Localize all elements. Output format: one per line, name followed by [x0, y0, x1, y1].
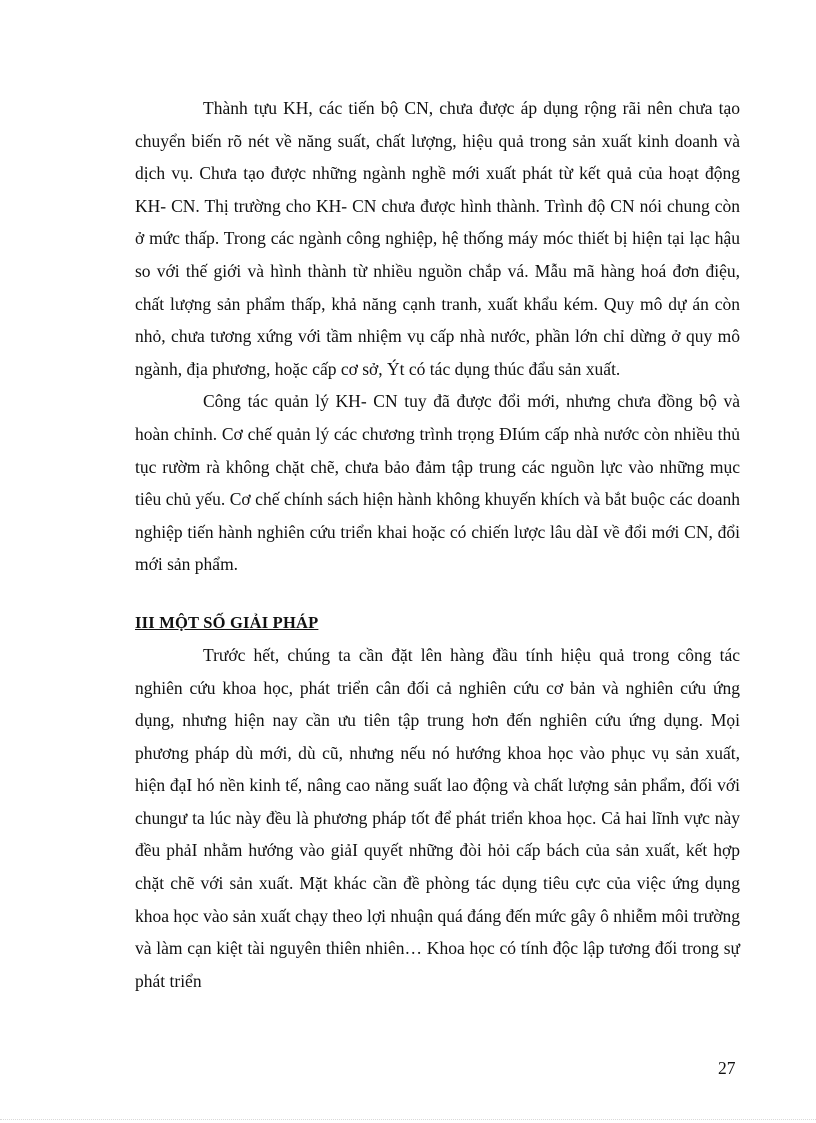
document-body	[135, 92, 740, 997]
page-bottom-divider	[0, 1119, 816, 1120]
paragraph-management: Công tác quản lý KH- CN tuy đã được đổi mới, nhưng chưa đồng bộ và hoàn chỉnh. Cơ chế quản lý các chương trình trọng ĐIúm cấp nhà nước còn nhiều thủ tục rườm rà không chặt chẽ, chưa bảo đảm tập trung các nguồn lực vào những mục tiêu chủ yếu. Cơ chế chính sách hiện hành không khuyến khích và bắt buộc các doanh nghiệp tiến hành nghiên cứu triển khai hoặc có chiến lược lâu dàI về đổi mới CN, đổi mới sản phẩm.	[135, 391, 740, 575]
page-number: 27	[718, 1058, 736, 1078]
section-heading-solutions: III MỘT SỐ GIẢI PHÁP	[135, 612, 319, 632]
paragraph-solutions: Trước hết, chúng ta cần đặt lên hàng đầu tính hiệu quả trong công tác nghiên cứu khoa học, phát triển cân đối cả nghiên cứu cơ bản và nghiên cứu ứng dụng, nhưng hiện nay cần ưu tiên tập trung hơn đến nghiên cứu ứng dụng. Mọi phương pháp dù mới, dù cũ, nhưng nếu nó hướng khoa học vào phục vụ sản xuất, hiện đạI hó nền kinh tế, nâng cao năng suất lao động và chất lượng sản phẩm, đối với chungư ta lúc này đều là phương pháp tốt để phát triển khoa học. Cả hai lĩnh vực này đều phảI nhằm hướng vào giảI quyết những đòi hỏi cấp bách của sản xuất, kết hợp chặt chẽ với sản xuất. Mặt khác cần đề phòng tác dụng tiêu cực của việc ứng dụng khoa học vào sản xuất chạy theo lợi nhuận quá đáng đến mức gây ô nhiễm môi trường và làm cạn kiệt tài nguyên thiên nhiên… Khoa học có tính độc lập tương đối trong sự phát triển	[135, 644, 740, 991]
paragraph-technology-achievements: Thành tựu KH, các tiến bộ CN, chưa được áp dụng rộng rãi nên chưa tạo chuyển biến rõ nét về năng suất, chất lượng, hiệu quả trong sản xuất kinh doanh và dịch vụ. Chưa tạo được những ngành nghề mới xuất phát từ kết quả của hoạt động KH- CN. Thị trường cho KH- CN chưa được hình thành. Trình độ CN nói chung còn ở mức thấp. Trong các ngành công nghiệp, hệ thống máy móc thiết bị hiện tại lạc hậu so với thế giới và hình thành từ nhiều nguồn chắp vá. Mẫu mã hàng hoá đơn điệu, chất lượng sản phẩm thấp, khả năng cạnh tranh, xuất khẩu kém. Quy mô dự án còn nhỏ, chưa tương xứng với tầm nhiệm vụ cấp nhà nước, phần lớn chỉ dừng ở quy mô ngành, địa phương, hoặc cấp cơ sở, Ýt có tác dụng thúc đẩu sản xuất.	[135, 98, 740, 379]
